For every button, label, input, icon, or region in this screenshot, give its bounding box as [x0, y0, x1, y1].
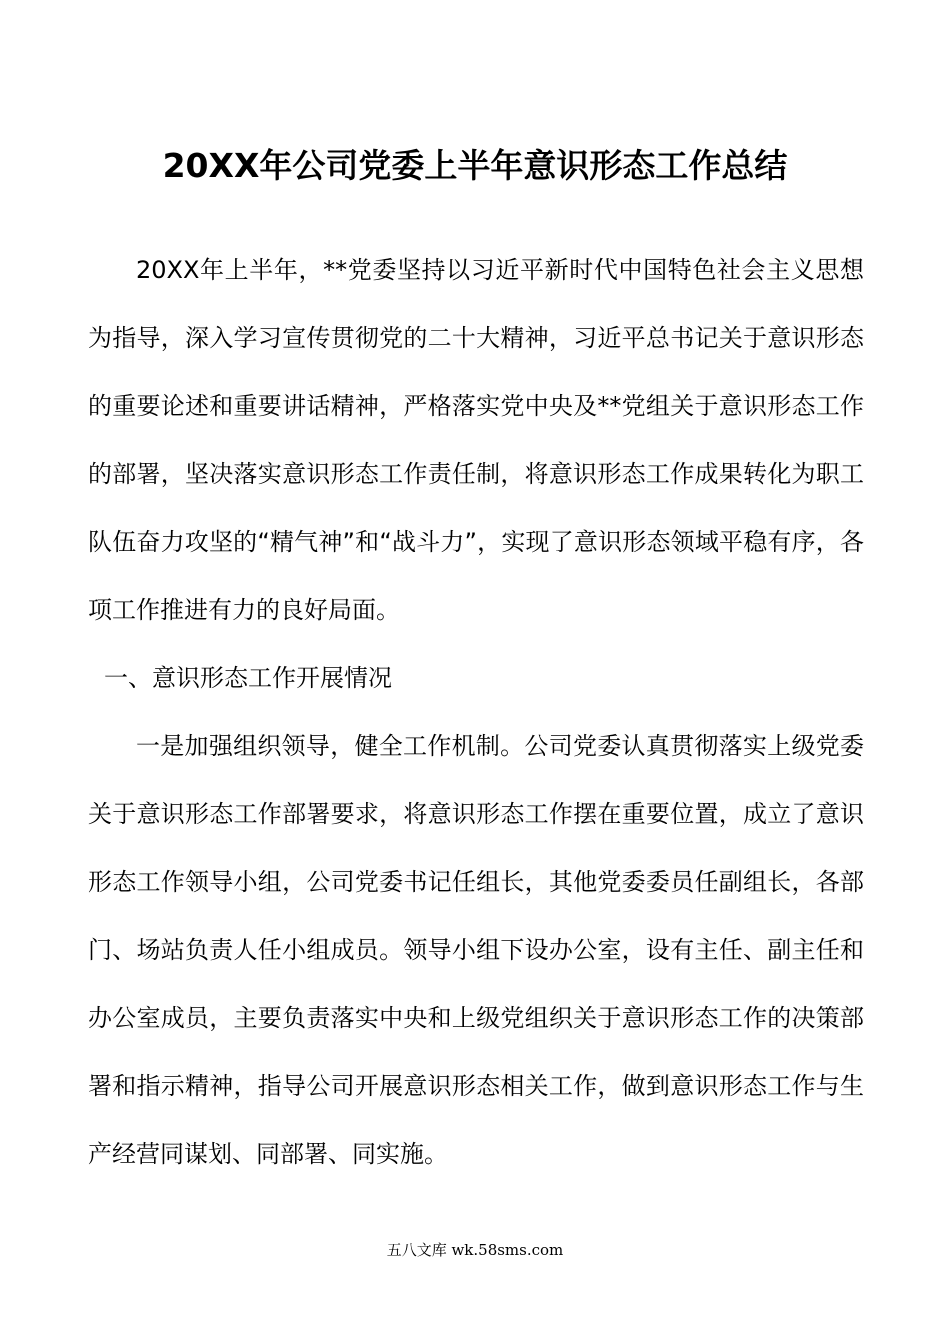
- body-paragraph: 一是加强组织领导，健全工作机制。公司党委认真贯彻落实上级党委关于意识形态工作部署要求，将意识形态工作摆在重要位置，成立了意识形态工作领导小组，公司党委书记任组长，其他党委委员任副组长，各部门、场站负责人任小组成员。领导小组下设办公室，设有主任、副主任和办公室成员，主要负责落实中央和上级党组织关于意识形态工作的决策部署和指示精神，指导公司开展意识形态相关工作，做到意识形态工作与生产经营同谋划、同部署、同实施。: [88, 732, 864, 1168]
- document-title: 20XX年公司党委上半年意识形态工作总结: [162, 146, 788, 185]
- intro-paragraph: 20XX年上半年，**党委坚持以习近平新时代中国特色社会主义思想为指导，深入学习宣传贯彻党的二十大精神，习近平总书记关于意识形态的重要论述和重要讲话精神，严格落实党中央及**党组关于意识形态工作的部署，坚决落实意识形态工作责任制，将意识形态工作成果转化为职工队伍奋力攻坚的“精气神”和“战斗力”，实现了意识形态领域平稳有序，各项工作推进有力的良好局面。: [88, 256, 864, 624]
- section-heading: 一、意识形态工作开展情况: [104, 664, 392, 692]
- footer-watermark: 五八文库 wk.58sms.com: [386, 1241, 564, 1259]
- document-body: [88, 236, 864, 1188]
